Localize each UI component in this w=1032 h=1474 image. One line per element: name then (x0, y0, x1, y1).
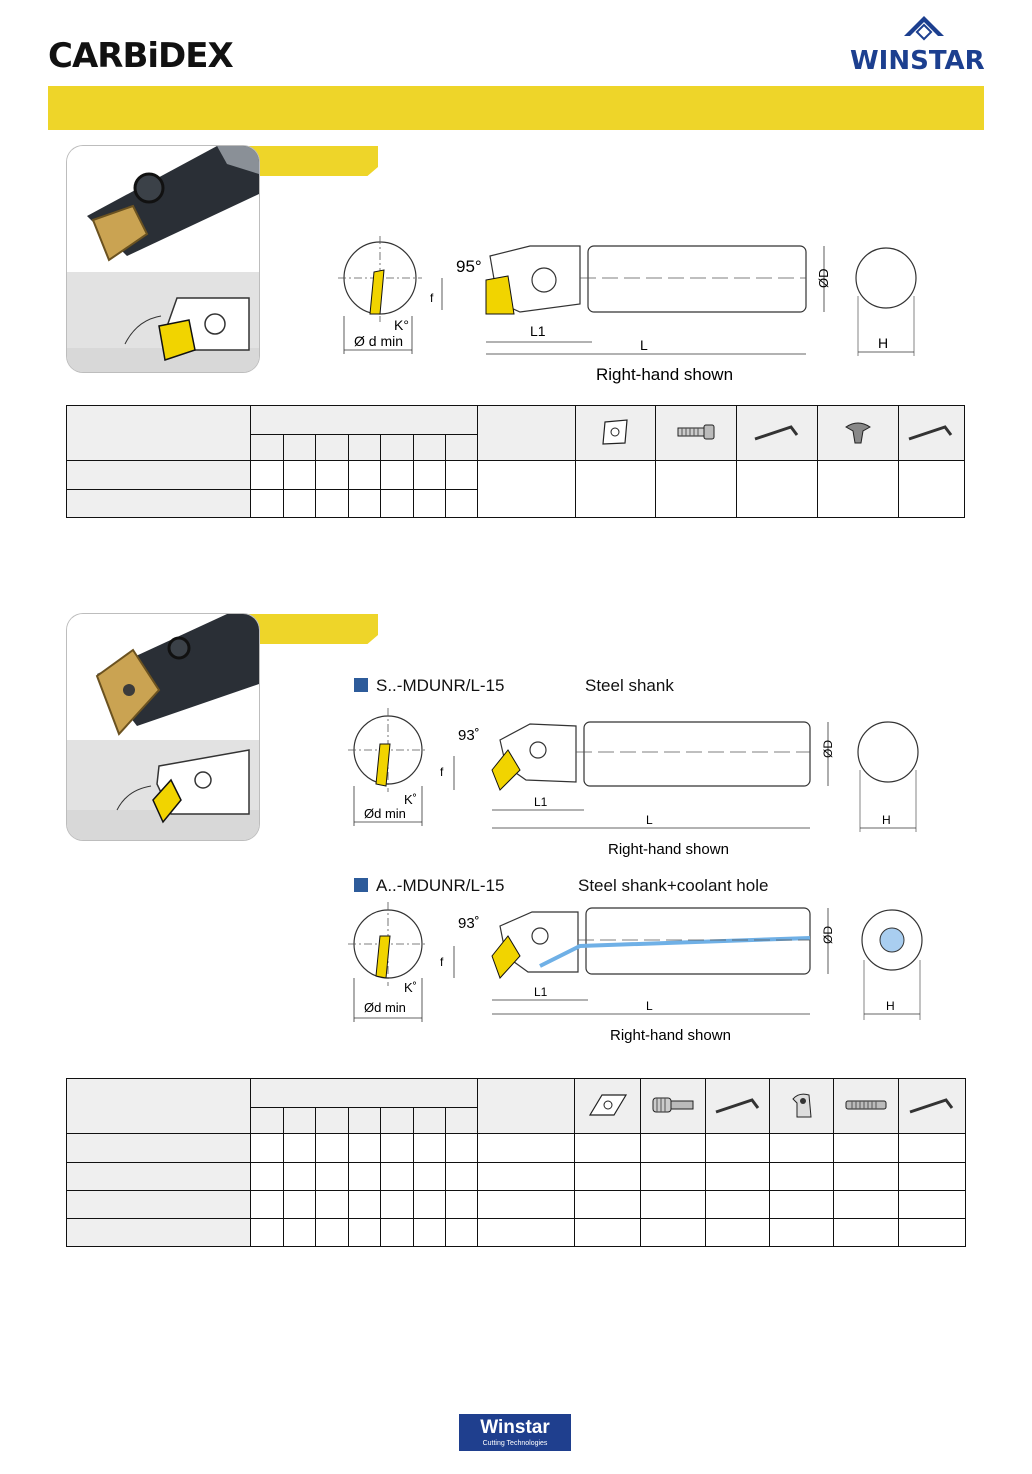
wrench-icon (908, 1094, 956, 1116)
accessory-wrench (898, 406, 964, 461)
variant-coolant-code: A..-MDUNR/L-15 (376, 876, 505, 895)
variant-coolant-desc: Steel shank+coolant hole (578, 876, 769, 895)
variant-steel-desc: Steel shank (585, 676, 674, 695)
title-band (48, 86, 984, 130)
table-row (67, 1163, 966, 1191)
tool-drawing (67, 272, 259, 372)
accessory-clamp (817, 406, 898, 461)
accessory-shim-screw (641, 1079, 706, 1134)
h-label: H (886, 999, 895, 1013)
variant-steel-diagram (340, 700, 930, 865)
dimensions-header (251, 406, 478, 435)
legend-square (354, 878, 368, 892)
h-label: H (882, 813, 891, 827)
accessory-wrench (899, 1079, 966, 1134)
variant-steel-code: S..-MDUNR/L-15 (376, 676, 505, 695)
winstar-logo: WINSTAR (850, 46, 985, 76)
tool-photo (67, 614, 259, 740)
insert-header (478, 406, 575, 461)
carbidex-logo: CARBiDEX (48, 36, 233, 76)
d-label: ØD (821, 926, 835, 944)
angle-label: 93˚ (458, 915, 480, 932)
l1-label: L1 (530, 323, 546, 339)
l-label: L (646, 999, 653, 1013)
insert-icon (600, 418, 630, 446)
l1-label: L1 (534, 795, 548, 809)
legend-square (354, 678, 368, 692)
f-label: f (430, 291, 434, 305)
accessory-screw (834, 1079, 899, 1134)
l-label: L (646, 813, 653, 827)
section2-tag (246, 614, 378, 644)
caption: Right-hand shown (596, 365, 734, 384)
angle-label: 93˚ (458, 727, 480, 744)
section2-photo-card (67, 614, 259, 840)
kappa-label: K˚ (404, 792, 417, 807)
d-label: ØD (821, 740, 835, 758)
dmin-label: Ød min (364, 806, 406, 821)
accessory-insert (575, 1079, 641, 1134)
section1-diagram (330, 230, 930, 395)
insert-header (478, 1079, 575, 1134)
screw-icon (676, 422, 716, 442)
table-row (67, 1191, 966, 1219)
shim-screw-icon (651, 1094, 695, 1116)
tool-drawing (67, 740, 259, 840)
designation-header (67, 1079, 251, 1134)
f-label: f (440, 765, 444, 779)
caption: Right-hand shown (610, 1027, 731, 1044)
screw-icon (844, 1095, 888, 1115)
dmin-label: Ød min (364, 1000, 406, 1015)
f-label: f (440, 955, 444, 969)
key-icon (714, 1094, 762, 1116)
tool-photo (67, 146, 259, 272)
variant-coolant-legend (354, 876, 504, 896)
table-row (67, 1134, 966, 1163)
clamp-icon (789, 1091, 815, 1119)
footer-brand: Winstar (480, 1417, 550, 1438)
accessory-key (736, 406, 817, 461)
table-row (67, 1219, 966, 1247)
clamp-icon (843, 419, 873, 445)
dimensions-header (251, 1079, 478, 1108)
footer-logo (459, 1414, 571, 1451)
section1-photo-card (67, 146, 259, 372)
key-icon (753, 421, 801, 443)
footer-tagline: Cutting Technologies (482, 1440, 548, 1447)
kappa-label: K˚ (404, 980, 417, 995)
dmin-label: Ø d min (354, 333, 404, 349)
d-label: ØD (816, 268, 831, 288)
l-label: L (640, 337, 648, 353)
angle-label: 95° (456, 257, 482, 276)
accessory-screw (655, 406, 736, 461)
accessory-insert (575, 406, 655, 461)
wrench-icon (907, 421, 955, 443)
designation-header (67, 406, 251, 461)
section1-tag (246, 146, 378, 176)
accessory-clamp (770, 1079, 834, 1134)
h-label: H (878, 335, 889, 351)
caption: Right-hand shown (608, 841, 729, 858)
section2-spec-table (66, 1078, 966, 1247)
variant-steel-legend (354, 676, 504, 696)
l1-label: L1 (534, 985, 548, 999)
variant-coolant-diagram (340, 896, 930, 1057)
insert-icon (588, 1092, 628, 1118)
table-row (67, 461, 965, 490)
kappa-label: K° (394, 317, 409, 333)
accessory-key (706, 1079, 770, 1134)
section1-spec-table (66, 405, 965, 518)
